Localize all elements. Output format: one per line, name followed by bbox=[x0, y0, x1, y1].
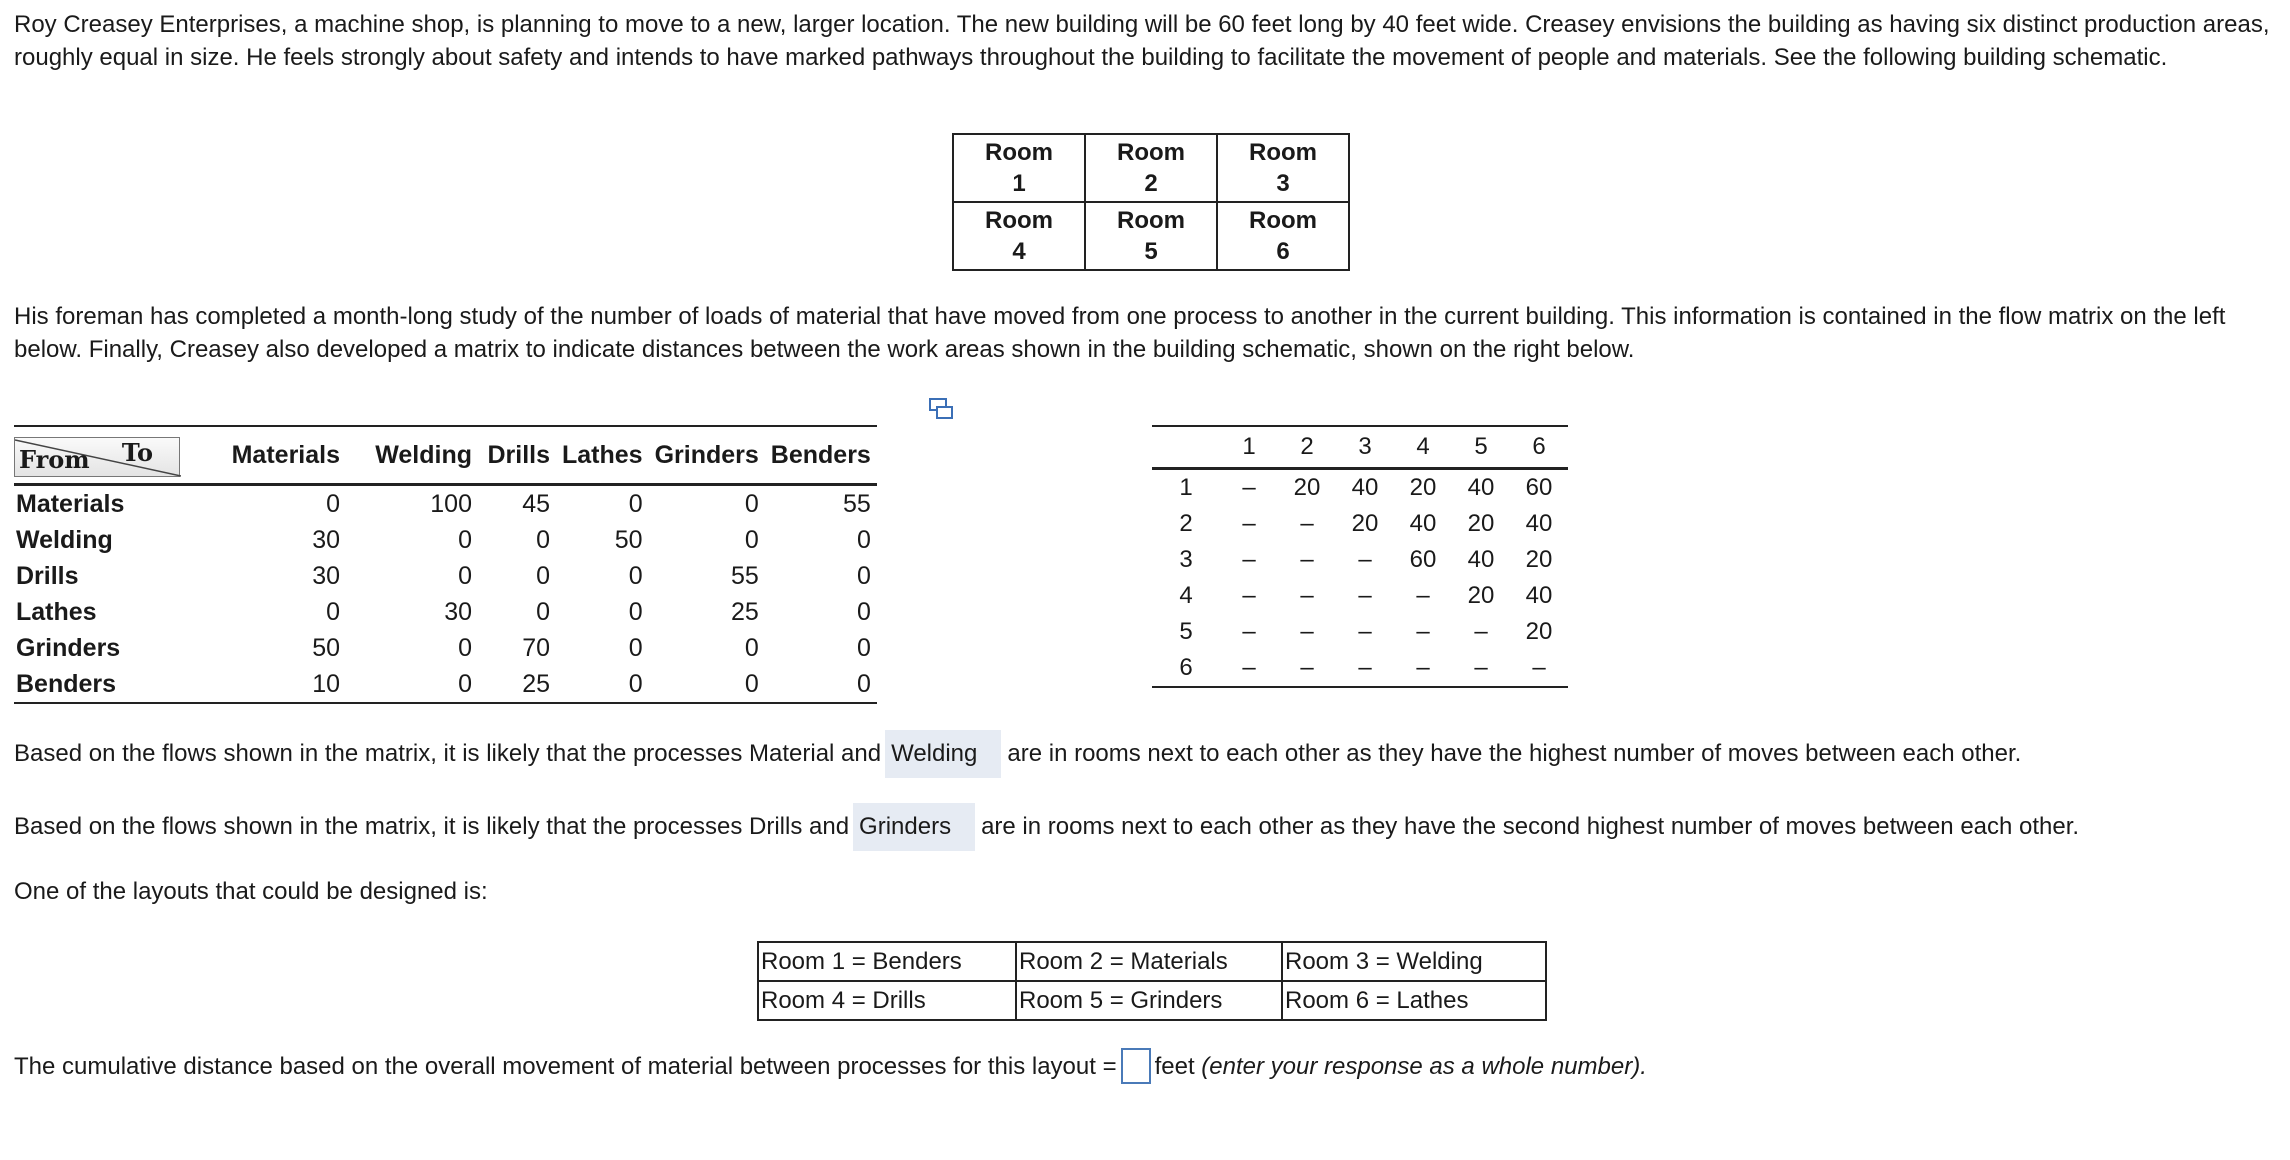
dist-col-header: 2 bbox=[1300, 433, 1314, 460]
room-word: Room bbox=[1249, 207, 1317, 234]
flow-cell: 0 bbox=[856, 525, 871, 554]
dist-row-label: 3 bbox=[1179, 546, 1193, 573]
room-number: 4 bbox=[1012, 238, 1026, 265]
flow-cell: 0 bbox=[856, 633, 871, 662]
flow-cell: 45 bbox=[522, 489, 550, 518]
dist-cell: – bbox=[1242, 654, 1256, 681]
flow-col-header: Materials bbox=[231, 440, 340, 469]
schematic-row bbox=[953, 134, 1349, 202]
dist-row bbox=[1152, 650, 1568, 687]
schematic-room-4 bbox=[953, 202, 1085, 270]
room-word: Room bbox=[1117, 139, 1185, 166]
flow-row-label: Lathes bbox=[16, 597, 97, 626]
flow-row-label: Grinders bbox=[16, 633, 121, 662]
dist-cell: – bbox=[1358, 654, 1372, 681]
dist-cell: – bbox=[1358, 582, 1372, 609]
question-1-text-before: Based on the flows shown in the matrix, it is likely that the processes Material and bbox=[14, 740, 882, 767]
flow-cell: 0 bbox=[744, 633, 759, 662]
flow-cell: 30 bbox=[312, 525, 340, 554]
building-schematic bbox=[952, 133, 1350, 271]
dist-cell: – bbox=[1416, 654, 1430, 681]
final-question bbox=[14, 1050, 2284, 1084]
flow-corner-cell bbox=[14, 426, 180, 485]
question-1-text-after: are in rooms next to each other as they have the highest number of moves between each other. bbox=[1007, 740, 2022, 767]
room-number: 2 bbox=[1144, 170, 1158, 197]
room-number: 5 bbox=[1144, 238, 1158, 265]
flow-cell: 0 bbox=[628, 669, 643, 698]
layout-cell: Room 4 = Drills bbox=[758, 981, 1016, 1020]
flow-cell: 30 bbox=[444, 597, 472, 626]
dist-cell: – bbox=[1416, 582, 1430, 609]
dist-cell: – bbox=[1242, 474, 1256, 501]
dist-row-label: 4 bbox=[1179, 582, 1193, 609]
dist-col-header: 3 bbox=[1358, 433, 1372, 460]
flow-cell: 0 bbox=[744, 669, 759, 698]
dist-row bbox=[1152, 506, 1568, 542]
dist-cell: 40 bbox=[1409, 510, 1437, 537]
flow-matrix bbox=[14, 425, 877, 704]
room-word: Room bbox=[1249, 139, 1317, 166]
flow-row-label: Drills bbox=[16, 561, 79, 590]
dist-cell: 60 bbox=[1525, 474, 1553, 501]
flow-cell: 30 bbox=[312, 561, 340, 590]
layout-row bbox=[758, 942, 1546, 981]
dist-cell: – bbox=[1300, 654, 1314, 681]
dist-col-header: 6 bbox=[1532, 433, 1546, 460]
final-question-text: The cumulative distance based on the overall movement of material between processes for this layout = bbox=[14, 1053, 1117, 1080]
room-word: Room bbox=[985, 207, 1053, 234]
flow-matrix-body bbox=[14, 485, 877, 704]
dist-cell: – bbox=[1474, 618, 1488, 645]
dist-cell: 20 bbox=[1467, 510, 1495, 537]
corner-from-label: From bbox=[19, 445, 90, 474]
flow-cell: 0 bbox=[326, 597, 340, 626]
schematic-room-2 bbox=[1085, 134, 1217, 202]
room-number: 6 bbox=[1276, 238, 1290, 265]
dist-row bbox=[1152, 578, 1568, 614]
layout-intro: One of the layouts that could be designed is: bbox=[14, 878, 488, 905]
dist-cell: – bbox=[1416, 618, 1430, 645]
dist-corner-cell bbox=[1152, 426, 1220, 469]
flow-cell: 0 bbox=[744, 489, 759, 518]
dist-row-label: 6 bbox=[1179, 654, 1193, 681]
dist-cell: – bbox=[1300, 546, 1314, 573]
dist-cell: – bbox=[1358, 546, 1372, 573]
layout-cell: Room 1 = Benders bbox=[758, 942, 1016, 981]
flow-cell: 0 bbox=[536, 597, 550, 626]
dist-cell: 40 bbox=[1525, 510, 1553, 537]
flow-cell: 100 bbox=[430, 489, 472, 518]
flow-col-header: Grinders bbox=[654, 440, 759, 469]
flow-cell: 0 bbox=[856, 597, 871, 626]
schematic-room-3 bbox=[1217, 134, 1349, 202]
dist-cell: – bbox=[1242, 618, 1256, 645]
dist-row bbox=[1152, 469, 1568, 507]
dist-cell: 40 bbox=[1467, 546, 1495, 573]
flow-cell: 55 bbox=[730, 561, 759, 590]
question-1-answer-dropdown[interactable]: Welding bbox=[885, 730, 1001, 778]
corner-to-label: To bbox=[121, 438, 153, 467]
dist-cell: – bbox=[1300, 582, 1314, 609]
dist-cell: – bbox=[1358, 618, 1372, 645]
flow-col-header: Drills bbox=[487, 440, 550, 469]
room-number: 1 bbox=[1012, 170, 1026, 197]
distance-matrix bbox=[1152, 425, 1568, 688]
room-number: 3 bbox=[1276, 170, 1290, 197]
flow-cell: 0 bbox=[628, 561, 643, 590]
layout-table bbox=[757, 941, 1547, 1021]
dist-row-label: 1 bbox=[1179, 474, 1193, 501]
flow-cell: 0 bbox=[628, 489, 643, 518]
flow-cell: 0 bbox=[458, 525, 472, 554]
layout-row bbox=[758, 981, 1546, 1020]
dist-cell: – bbox=[1242, 510, 1256, 537]
flow-cell: 0 bbox=[536, 561, 550, 590]
dist-cell: 20 bbox=[1525, 546, 1553, 573]
flow-row bbox=[14, 666, 877, 703]
flow-cell: 0 bbox=[856, 669, 871, 698]
dist-col-header: 4 bbox=[1416, 433, 1430, 460]
flow-cell: 55 bbox=[843, 489, 871, 518]
flow-cell: 10 bbox=[312, 669, 340, 698]
flow-cell: 0 bbox=[628, 597, 643, 626]
dist-cell: 20 bbox=[1293, 474, 1321, 501]
intro-paragraph: Roy Creasey Enterprises, a machine shop, is planning to move to a new, larger location. The new building will be 60 feet long by 40 feet wide. Creasey envisions the building as having six distinct production areas, roughly equal in size. He feels strongly about safety and intends to have marked pathways throughout the building to facilitate the movement of people and materials. See the following building schematic. bbox=[14, 11, 2270, 71]
flow-cell: 0 bbox=[744, 525, 759, 554]
layout-cell: Room 6 = Lathes bbox=[1282, 981, 1546, 1020]
layout-cell: Room 5 = Grinders bbox=[1016, 981, 1282, 1020]
dist-cell: 20 bbox=[1467, 582, 1495, 609]
layout-cell: Room 2 = Materials bbox=[1016, 942, 1282, 981]
schematic-room-1 bbox=[953, 134, 1085, 202]
cumulative-distance-input[interactable] bbox=[1121, 1048, 1151, 1084]
question-2 bbox=[14, 803, 2284, 851]
flow-header-row bbox=[14, 426, 877, 485]
flow-row bbox=[14, 522, 877, 558]
dist-cell: 20 bbox=[1351, 510, 1379, 537]
flow-row bbox=[14, 485, 877, 523]
flow-col-header: Welding bbox=[375, 440, 472, 469]
expand-table-icon[interactable] bbox=[928, 397, 954, 421]
dist-row bbox=[1152, 614, 1568, 650]
flow-cell: 0 bbox=[326, 489, 340, 518]
dist-col-header: 1 bbox=[1242, 433, 1256, 460]
dist-cell: 60 bbox=[1409, 546, 1437, 573]
dist-cell: 40 bbox=[1525, 582, 1553, 609]
dist-cell: – bbox=[1532, 654, 1546, 681]
flow-cell: 50 bbox=[614, 525, 643, 554]
dist-header-row bbox=[1152, 426, 1568, 469]
from-to-corner-label bbox=[14, 437, 180, 477]
flow-row bbox=[14, 594, 877, 630]
schematic-row bbox=[953, 202, 1349, 270]
dist-cell: 20 bbox=[1525, 618, 1553, 645]
flow-cell: 50 bbox=[312, 633, 340, 662]
flow-cell: 0 bbox=[458, 561, 472, 590]
dist-cell: – bbox=[1300, 510, 1314, 537]
flow-cell: 0 bbox=[856, 561, 871, 590]
flow-row-label: Welding bbox=[16, 525, 113, 554]
dist-cell: 40 bbox=[1467, 474, 1495, 501]
dist-col-header: 5 bbox=[1474, 433, 1488, 460]
flow-cell: 25 bbox=[522, 669, 550, 698]
dist-row bbox=[1152, 542, 1568, 578]
room-word: Room bbox=[985, 139, 1053, 166]
question-2-text-before: Based on the flows shown in the matrix, it is likely that the processes Drills and bbox=[14, 813, 850, 840]
flow-cell: 70 bbox=[522, 633, 550, 662]
dist-row-label: 2 bbox=[1179, 510, 1193, 537]
flow-row bbox=[14, 558, 877, 594]
question-2-answer-dropdown[interactable]: Grinders bbox=[853, 803, 975, 851]
dist-row-label: 5 bbox=[1179, 618, 1193, 645]
schematic-room-5 bbox=[1085, 202, 1217, 270]
flow-col-header: Lathes bbox=[562, 440, 643, 469]
dist-cell: – bbox=[1300, 618, 1314, 645]
final-question-hint: (enter your response as a whole number). bbox=[1201, 1053, 1647, 1080]
flow-row bbox=[14, 630, 877, 666]
dist-cell: – bbox=[1242, 546, 1256, 573]
question-2-text-after: are in rooms next to each other as they have the second highest number of moves between each other. bbox=[981, 813, 2080, 840]
dist-cell: – bbox=[1474, 654, 1488, 681]
flow-cell: 0 bbox=[536, 525, 550, 554]
flow-cell: 0 bbox=[458, 633, 472, 662]
flow-row-label: Benders bbox=[16, 669, 117, 698]
question-1 bbox=[14, 730, 2284, 778]
dist-cell: 20 bbox=[1409, 474, 1437, 501]
dist-cell: 40 bbox=[1351, 474, 1379, 501]
flow-cell: 0 bbox=[458, 669, 472, 698]
flow-row-label: Materials bbox=[16, 489, 125, 518]
flow-cell: 25 bbox=[730, 597, 759, 626]
flow-col-header: Benders bbox=[770, 440, 871, 469]
final-question-unit: feet bbox=[1154, 1053, 1195, 1080]
layout-cell: Room 3 = Welding bbox=[1282, 942, 1546, 981]
flow-cell: 0 bbox=[628, 633, 643, 662]
room-word: Room bbox=[1117, 207, 1185, 234]
dist-cell: – bbox=[1242, 582, 1256, 609]
study-paragraph: His foreman has completed a month-long study of the number of loads of material that have moved from one process to another in the current building. This information is contained in the flow matrix on the left below. Finally, Creasey also developed a matrix to indicate distances between the work areas shown in the building schematic, shown on the right below. bbox=[14, 303, 2226, 363]
schematic-room-6 bbox=[1217, 202, 1349, 270]
distance-matrix-body bbox=[1152, 469, 1568, 688]
